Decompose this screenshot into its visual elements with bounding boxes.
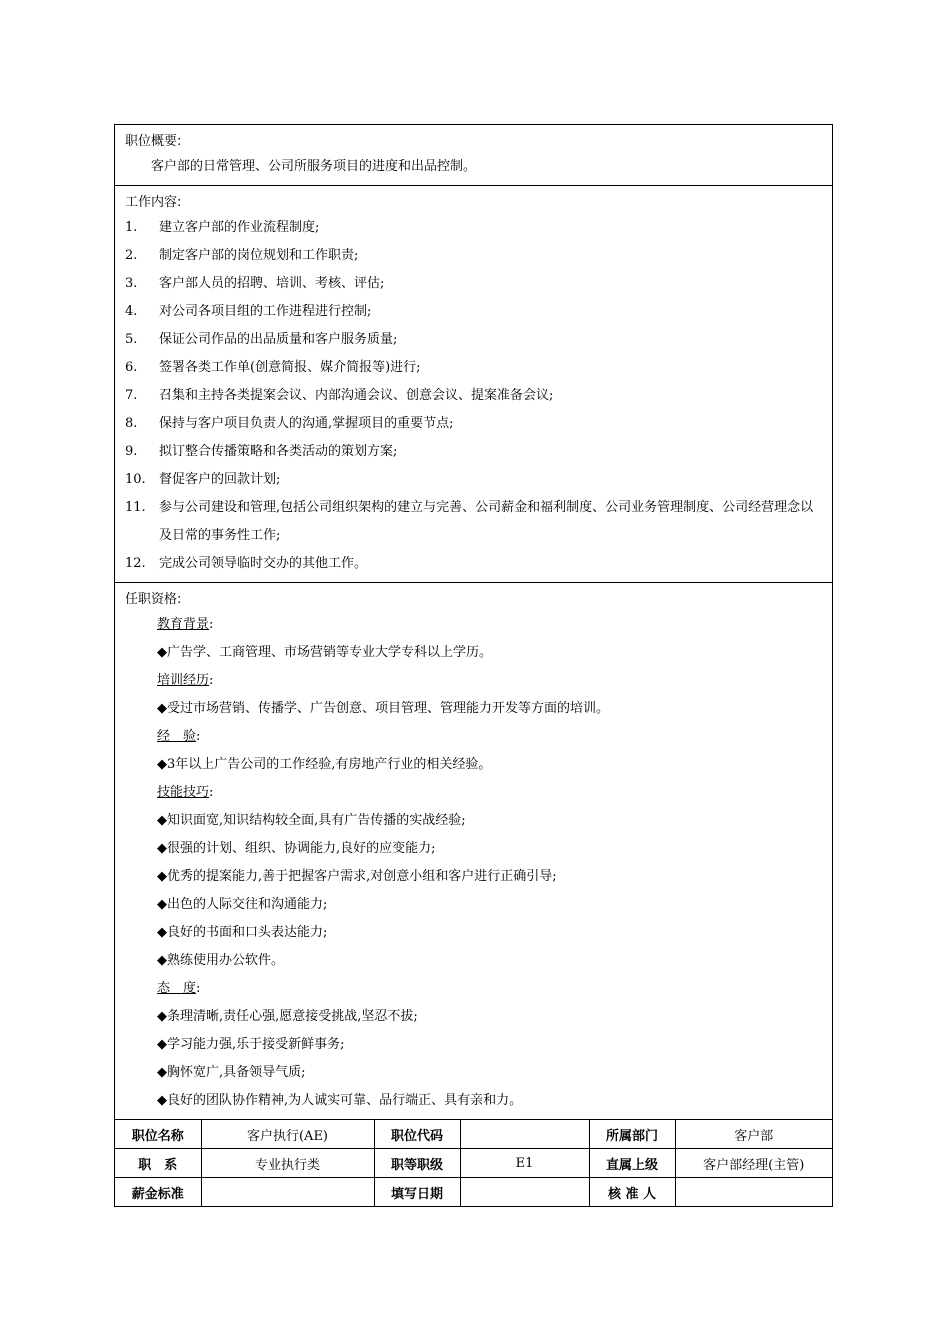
work-item-text: 签署各类工作单(创意简报、媒介简报等)进行; bbox=[159, 360, 421, 375]
work-item bbox=[125, 494, 822, 550]
work-item-text: 完成公司领导临时交办的其他工作。 bbox=[159, 556, 368, 571]
skills-heading: 技能技巧: bbox=[157, 785, 214, 800]
attitude-bullet: ◆条理清晰,责任心强,愿意接受挑战,坚忍不拔; bbox=[157, 1009, 418, 1024]
info-label-cell: 核 准 人 bbox=[589, 1178, 675, 1207]
work-title: 工作内容: bbox=[125, 195, 182, 210]
info-row bbox=[115, 1178, 832, 1207]
info-label-cell: 所属部门 bbox=[589, 1120, 675, 1149]
work-list bbox=[125, 214, 822, 578]
training-bullet: ◆受过市场营销、传播学、广告创意、项目管理、管理能力开发等方面的培训。 bbox=[157, 701, 609, 716]
attitude-list bbox=[125, 1003, 822, 1115]
work-item-number: 8. bbox=[125, 416, 138, 431]
info-value-cell: 客户执行(AE) bbox=[201, 1120, 374, 1149]
attitude-bullet: ◆学习能力强,乐于接受新鲜事务; bbox=[157, 1037, 345, 1052]
work-item-text: 保持与客户项目负责人的沟通,掌握项目的重要节点; bbox=[159, 416, 454, 431]
work-item bbox=[125, 270, 822, 298]
work-item-number: 7. bbox=[125, 388, 138, 403]
experience-bullet: ◆3年以上广告公司的工作经验,有房地产行业的相关经验。 bbox=[157, 757, 492, 772]
work-item-number: 11. bbox=[125, 500, 146, 515]
work-item-number: 5. bbox=[125, 332, 138, 347]
attitude-bullet: ◆胸怀宽广,具备领导气质; bbox=[157, 1065, 306, 1080]
work-item bbox=[125, 242, 822, 270]
work-item bbox=[125, 298, 822, 326]
info-row bbox=[115, 1120, 832, 1149]
info-label-cell: 直属上级 bbox=[589, 1149, 675, 1178]
info-value-cell: 专业执行类 bbox=[201, 1149, 374, 1178]
qualification-title: 任职资格: bbox=[125, 592, 182, 607]
info-value-cell bbox=[460, 1120, 589, 1149]
summary-text: 客户部的日常管理、公司所服务项目的进度和出品控制。 bbox=[151, 159, 477, 174]
info-value-cell bbox=[675, 1178, 832, 1207]
work-item bbox=[125, 382, 822, 410]
work-item-number: 1. bbox=[125, 220, 138, 235]
info-label-cell: 填写日期 bbox=[374, 1178, 460, 1207]
work-item bbox=[125, 550, 822, 578]
education-heading: 教育背景: bbox=[157, 617, 214, 632]
info-value-cell: E1 bbox=[460, 1149, 589, 1178]
work-item-number: 6. bbox=[125, 360, 138, 375]
info-value-cell bbox=[201, 1178, 374, 1207]
education-bullet: ◆广告学、工商管理、市场营销等专业大学专科以上学历。 bbox=[157, 645, 492, 660]
work-item bbox=[125, 326, 822, 354]
work-item-text: 参与公司建设和管理,包括公司组织架构的建立与完善、公司薪金和福利制度、公司业务管理制度、公司经营理念以及日常的事务性工作; bbox=[159, 500, 814, 543]
work-item-text: 对公司各项目组的工作进程进行控制; bbox=[159, 304, 372, 319]
training-list bbox=[125, 695, 822, 723]
work-item-text: 拟订整合传播策略和各类活动的策划方案; bbox=[159, 444, 398, 459]
attitude-bullet: ◆良好的团队协作精神,为人诚实可靠、品行端正、具有亲和力。 bbox=[157, 1093, 523, 1108]
skills-bullet: ◆良好的书面和口头表达能力; bbox=[157, 925, 328, 940]
work-item-text: 客户部人员的招聘、培训、考核、评估; bbox=[159, 276, 385, 291]
work-item bbox=[125, 214, 822, 242]
experience-label: 经 验 bbox=[157, 729, 197, 744]
work-item-text: 督促客户的回款计划; bbox=[159, 472, 281, 487]
experience-list bbox=[125, 751, 822, 779]
work-item-text: 召集和主持各类提案会议、内部沟通会议、创意会议、提案准备会议; bbox=[159, 388, 554, 403]
skills-bullet: ◆知识面宽,知识结构较全面,具有广告传播的实战经验; bbox=[157, 813, 466, 828]
training-heading: 培训经历: bbox=[157, 673, 214, 688]
work-item-number: 12. bbox=[125, 556, 146, 571]
skills-bullet: ◆优秀的提案能力,善于把握客户需求,对创意小组和客户进行正确引导; bbox=[157, 869, 557, 884]
info-row bbox=[115, 1149, 832, 1178]
skills-label: 技能技巧 bbox=[157, 785, 210, 800]
summary-section bbox=[115, 125, 832, 186]
work-item bbox=[125, 354, 822, 382]
qualification-section bbox=[115, 583, 832, 1120]
work-item-text: 保证公司作品的出品质量和客户服务质量; bbox=[159, 332, 398, 347]
skills-bullet: ◆很强的计划、组织、协调能力,良好的应变能力; bbox=[157, 841, 436, 856]
skills-bullet: ◆出色的人际交往和沟通能力; bbox=[157, 897, 328, 912]
work-item-number: 4. bbox=[125, 304, 138, 319]
work-item bbox=[125, 466, 822, 494]
info-value-cell: 客户部经理(主管) bbox=[675, 1149, 832, 1178]
position-info-table bbox=[115, 1120, 832, 1206]
education-list bbox=[125, 639, 822, 667]
info-label-cell: 职等职级 bbox=[374, 1149, 460, 1178]
info-label-cell: 职位名称 bbox=[115, 1120, 201, 1149]
experience-heading: 经 验: bbox=[157, 729, 201, 744]
info-value-cell bbox=[460, 1178, 589, 1207]
work-item bbox=[125, 438, 822, 466]
info-label-cell: 薪金标准 bbox=[115, 1178, 201, 1207]
skills-bullet: ◆熟练使用办公软件。 bbox=[157, 953, 284, 968]
info-label-cell: 职位代码 bbox=[374, 1120, 460, 1149]
work-item bbox=[125, 410, 822, 438]
work-item-number: 2. bbox=[125, 248, 138, 263]
attitude-label: 态 度 bbox=[157, 981, 197, 996]
work-item-text: 制定客户部的岗位规划和工作职责; bbox=[159, 248, 359, 263]
work-item-number: 3. bbox=[125, 276, 138, 291]
work-section bbox=[115, 186, 832, 583]
work-item-text: 建立客户部的作业流程制度; bbox=[159, 220, 320, 235]
skills-list bbox=[125, 807, 822, 975]
education-label: 教育背景 bbox=[157, 617, 210, 632]
work-item-number: 9. bbox=[125, 444, 138, 459]
work-item-number: 10. bbox=[125, 472, 146, 487]
info-value-cell: 客户部 bbox=[675, 1120, 832, 1149]
info-label-cell: 职 系 bbox=[115, 1149, 201, 1178]
job-description-document bbox=[114, 124, 833, 1207]
attitude-heading: 态 度: bbox=[157, 981, 201, 996]
training-label: 培训经历 bbox=[157, 673, 210, 688]
summary-title: 职位概要: bbox=[125, 134, 182, 149]
